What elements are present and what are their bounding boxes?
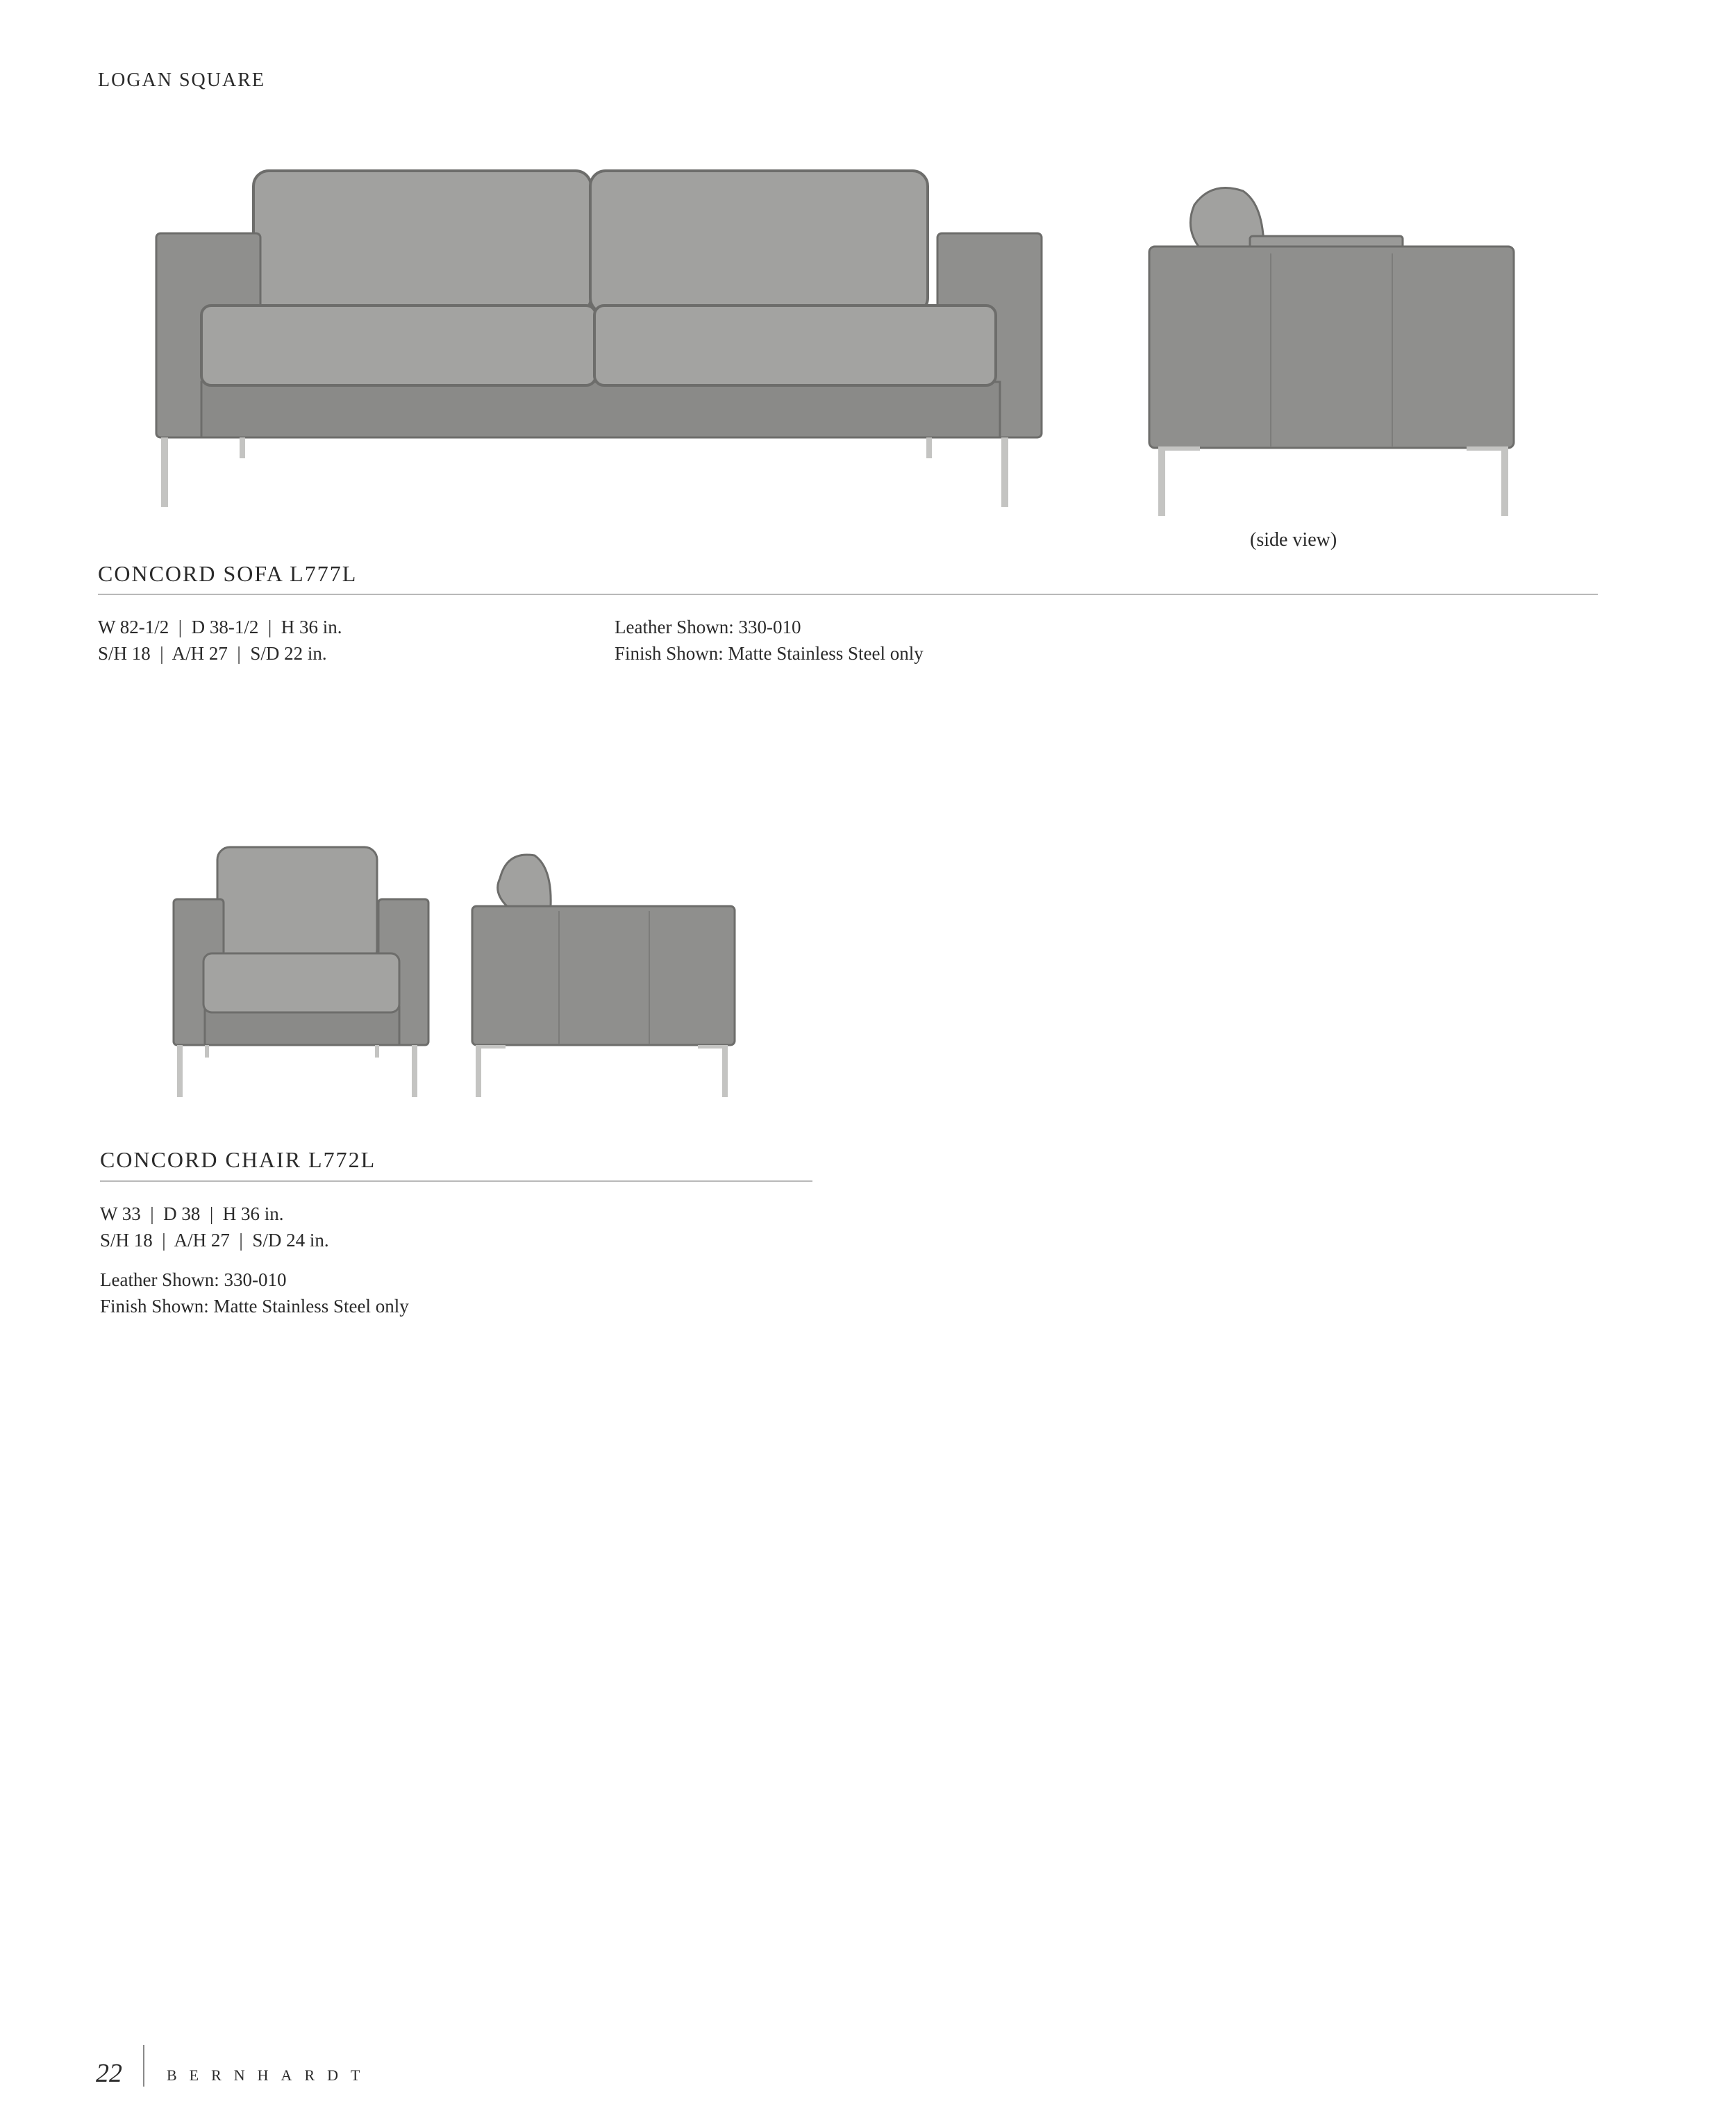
chair-finish-shown: Finish Shown: Matte Stainless Steel only xyxy=(100,1296,409,1317)
brand-logo: BERNHARDT xyxy=(167,2066,373,2084)
sofa-dimensions xyxy=(98,614,342,667)
sofa-finish-shown: Finish Shown: Matte Stainless Steel only xyxy=(615,643,924,664)
footer-divider xyxy=(143,2045,144,2087)
chair-front-image xyxy=(170,844,434,1101)
chair-divider xyxy=(100,1180,812,1182)
side-view-caption: (side view) xyxy=(1250,529,1337,551)
chair-side-image xyxy=(469,847,740,1104)
chair-dimensions-line2: S/H 18 | A/H 27 | S/D 24 in. xyxy=(100,1230,329,1251)
chair-materials xyxy=(100,1267,409,1319)
sofa-dimensions-line1: W 82-1/2 | D 38-1/2 | H 36 in. xyxy=(98,617,342,637)
sofa-side-image xyxy=(1146,177,1521,524)
sofa-title: CONCORD SOFA L777L xyxy=(98,561,358,586)
chair-title: CONCORD CHAIR L772L xyxy=(100,1147,376,1172)
collection-title: LOGAN SQUARE xyxy=(98,69,265,91)
sofa-divider xyxy=(98,594,1598,595)
sofa-leather-shown: Leather Shown: 330-010 xyxy=(615,617,801,637)
chair-dimensions xyxy=(100,1201,329,1253)
page-number: 22 xyxy=(96,2059,122,2088)
sofa-materials xyxy=(615,614,924,667)
chair-dimensions-line1: W 33 | D 38 | H 36 in. xyxy=(100,1203,284,1224)
chair-leather-shown: Leather Shown: 330-010 xyxy=(100,1269,287,1290)
sofa-front-image xyxy=(153,167,1021,514)
sofa-dimensions-line2: S/H 18 | A/H 27 | S/D 22 in. xyxy=(98,643,327,664)
